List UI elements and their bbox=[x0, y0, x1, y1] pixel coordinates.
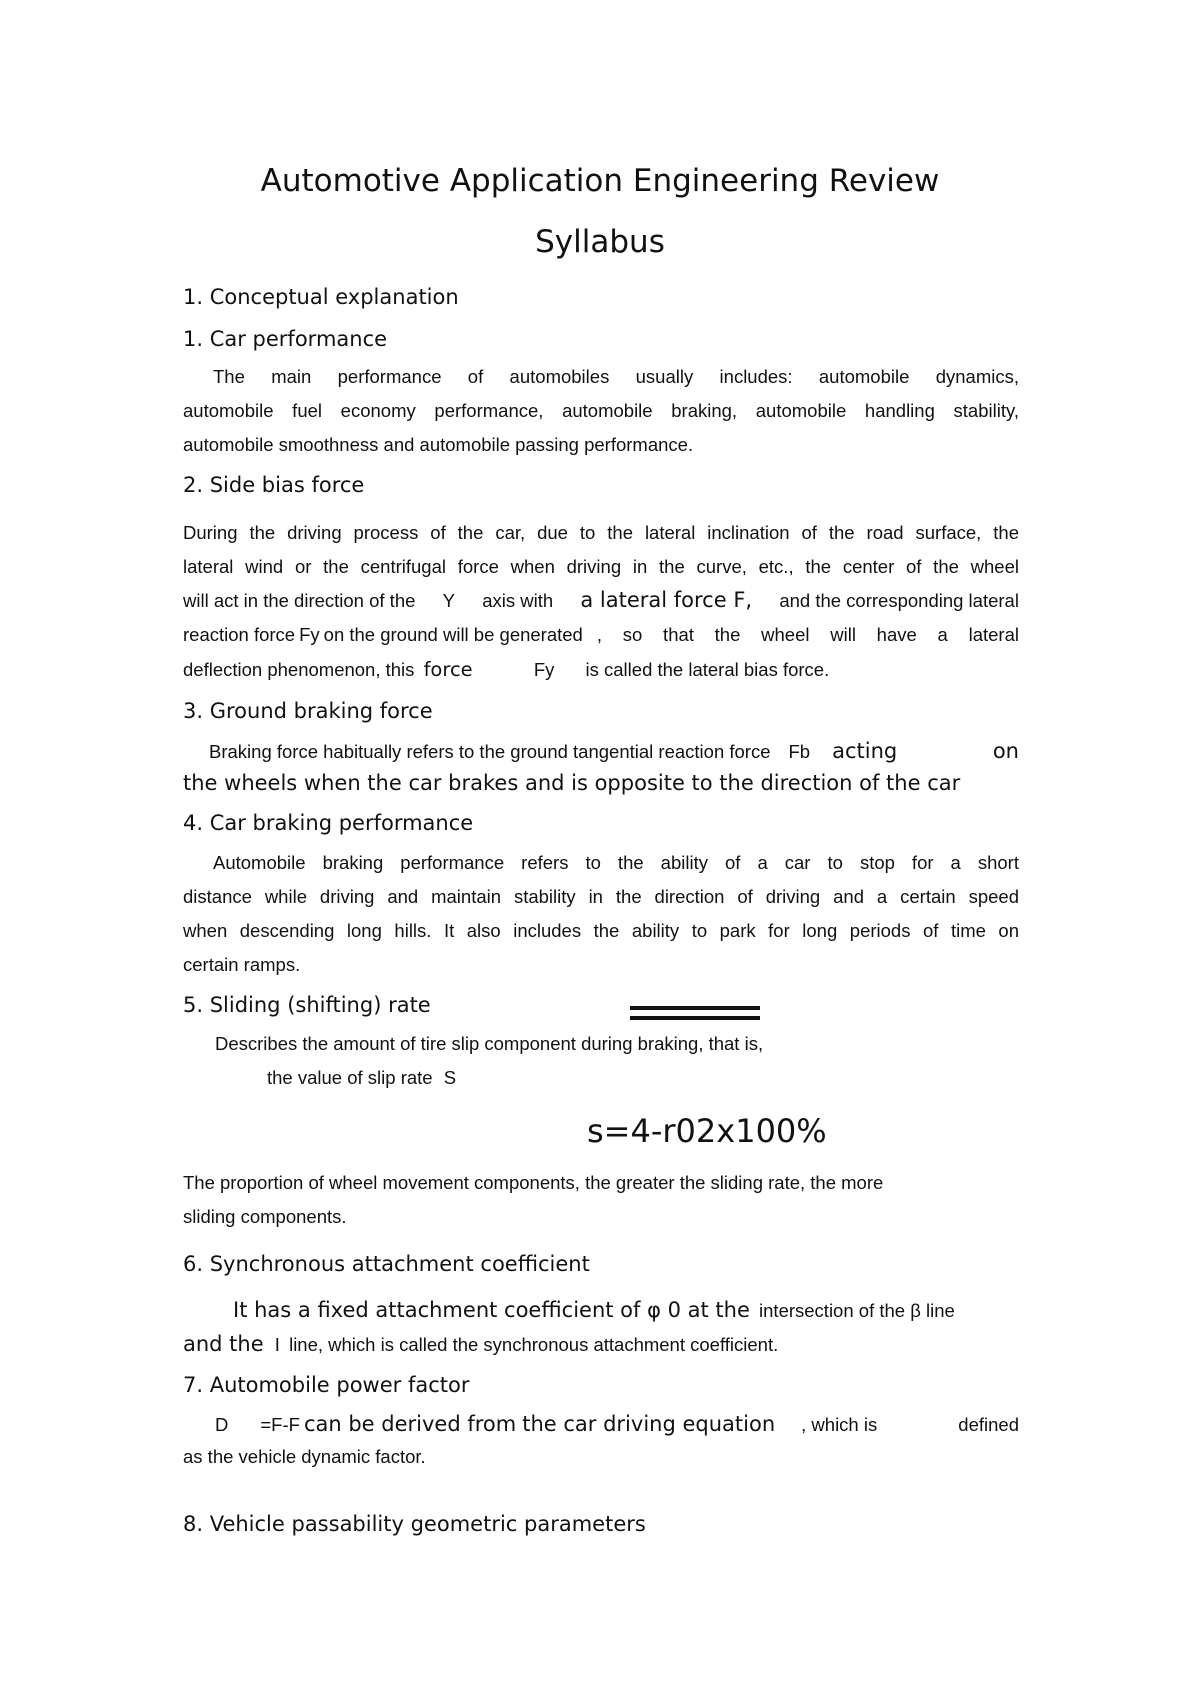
text-run: =F-F bbox=[260, 1414, 300, 1435]
side-bias-line-5 bbox=[183, 658, 829, 681]
text-run: will act in the direction of the bbox=[183, 590, 416, 611]
text-run: S bbox=[443, 1067, 457, 1088]
sliding-rate-line-1: Describes the amount of tire slip component during braking, that is, bbox=[215, 1033, 764, 1054]
heading-car-performance: 1. Car performance bbox=[183, 327, 388, 351]
text-run: axis with bbox=[482, 590, 554, 611]
heading-side-bias-force: 2. Side bias force bbox=[183, 473, 365, 497]
heading-vehicle-passability: 8. Vehicle passability geometric parameters bbox=[183, 1512, 646, 1536]
car-performance-line-2: automobile fuel economy performance, automobile braking, automobile handling stability, bbox=[183, 400, 1019, 421]
text-run: , which is bbox=[801, 1414, 878, 1435]
text-run: a lateral force F, bbox=[580, 588, 753, 612]
heading-sliding-rate: 5. Sliding (shifting) rate bbox=[183, 993, 431, 1017]
text-run: deflection phenomenon, this bbox=[183, 659, 415, 680]
car-performance-line-3: automobile smoothness and automobile passing performance. bbox=[183, 434, 694, 455]
text-run: , so that the wheel will have a lateral bbox=[596, 624, 1019, 645]
braking-performance-line-3: when descending long hills. It also includes the ability to park for long periods of time on bbox=[183, 920, 1019, 941]
double-rule-bottom bbox=[630, 1016, 760, 1020]
synchronous-line-1 bbox=[233, 1298, 955, 1322]
sliding-rate-line-2 bbox=[267, 1067, 456, 1089]
text-run: the value of slip rate bbox=[267, 1067, 433, 1088]
sliding-rate-line-4: sliding components. bbox=[183, 1206, 347, 1227]
text-run: reaction force bbox=[183, 624, 296, 645]
car-performance-line-1: The main performance of automobiles usually includes: automobile dynamics, bbox=[213, 366, 1019, 387]
text-run: It has a fixed attachment coefficient of φ 0 at the bbox=[233, 1298, 750, 1322]
text-run: on the ground will be generated bbox=[323, 624, 583, 645]
section-heading-conceptual: 1. Conceptual explanation bbox=[183, 285, 459, 309]
slip-rate-formula: s=4-r02x100% bbox=[587, 1112, 827, 1150]
side-bias-line-1: During the driving process of the car, due to the lateral inclination of the road surface, the bbox=[183, 522, 1019, 543]
text-run: intersection of the β line bbox=[759, 1300, 955, 1321]
text-run: and the corresponding lateral bbox=[779, 590, 1019, 611]
ground-braking-line-1 bbox=[209, 739, 1019, 763]
power-factor-line-2: as the vehicle dynamic factor. bbox=[183, 1446, 426, 1467]
text-run: can be derived from bbox=[303, 1412, 517, 1436]
document-title: Automotive Application Engineering Review bbox=[260, 163, 940, 199]
braking-performance-line-2: distance while driving and maintain stability in the direction of driving and a certain speed bbox=[183, 886, 1019, 907]
double-rule-top bbox=[630, 1006, 760, 1010]
text-run: acting bbox=[832, 739, 898, 763]
document-subtitle: Syllabus bbox=[535, 224, 665, 260]
text-run: D bbox=[215, 1414, 229, 1435]
braking-performance-line-1: Automobile braking performance refers to the ability of a car to stop for a short bbox=[213, 852, 1019, 873]
text-run: Y bbox=[442, 590, 455, 611]
text-run: is called the lateral bias force. bbox=[585, 659, 830, 680]
heading-synchronous-attachment: 6. Synchronous attachment coefficient bbox=[183, 1252, 590, 1276]
synchronous-line-2 bbox=[183, 1332, 778, 1356]
text-run: Braking force habitually refers to the ground tangential reaction force bbox=[209, 741, 771, 762]
side-bias-line-3 bbox=[183, 588, 1019, 612]
braking-performance-line-4: certain ramps. bbox=[183, 954, 301, 975]
text-run: on bbox=[992, 739, 1019, 763]
text-run: Fy bbox=[299, 624, 320, 645]
heading-ground-braking-force: 3. Ground braking force bbox=[183, 699, 433, 723]
power-factor-line-1 bbox=[215, 1412, 1019, 1436]
text-run: line, which is called the synchronous attachment coefficient. bbox=[289, 1334, 779, 1355]
text-run: the car driving equation bbox=[522, 1412, 776, 1436]
sliding-rate-line-3: The proportion of wheel movement components, the greater the sliding rate, the more bbox=[183, 1172, 884, 1193]
text-run: and the bbox=[183, 1332, 264, 1356]
text-run: force bbox=[423, 658, 473, 681]
ground-braking-line-2: the wheels when the car brakes and is opposite to the direction of the car bbox=[183, 771, 961, 795]
text-run: I bbox=[274, 1334, 280, 1355]
heading-power-factor: 7. Automobile power factor bbox=[183, 1373, 470, 1397]
heading-car-braking-performance: 4. Car braking performance bbox=[183, 811, 474, 835]
text-run: Fb bbox=[788, 741, 811, 762]
text-run: Fy bbox=[533, 659, 555, 680]
side-bias-line-4 bbox=[183, 624, 1019, 646]
text-run: defined bbox=[958, 1414, 1019, 1435]
side-bias-line-2: lateral wind or the centrifugal force when driving in the curve, etc., the center of the wheel bbox=[183, 556, 1019, 577]
